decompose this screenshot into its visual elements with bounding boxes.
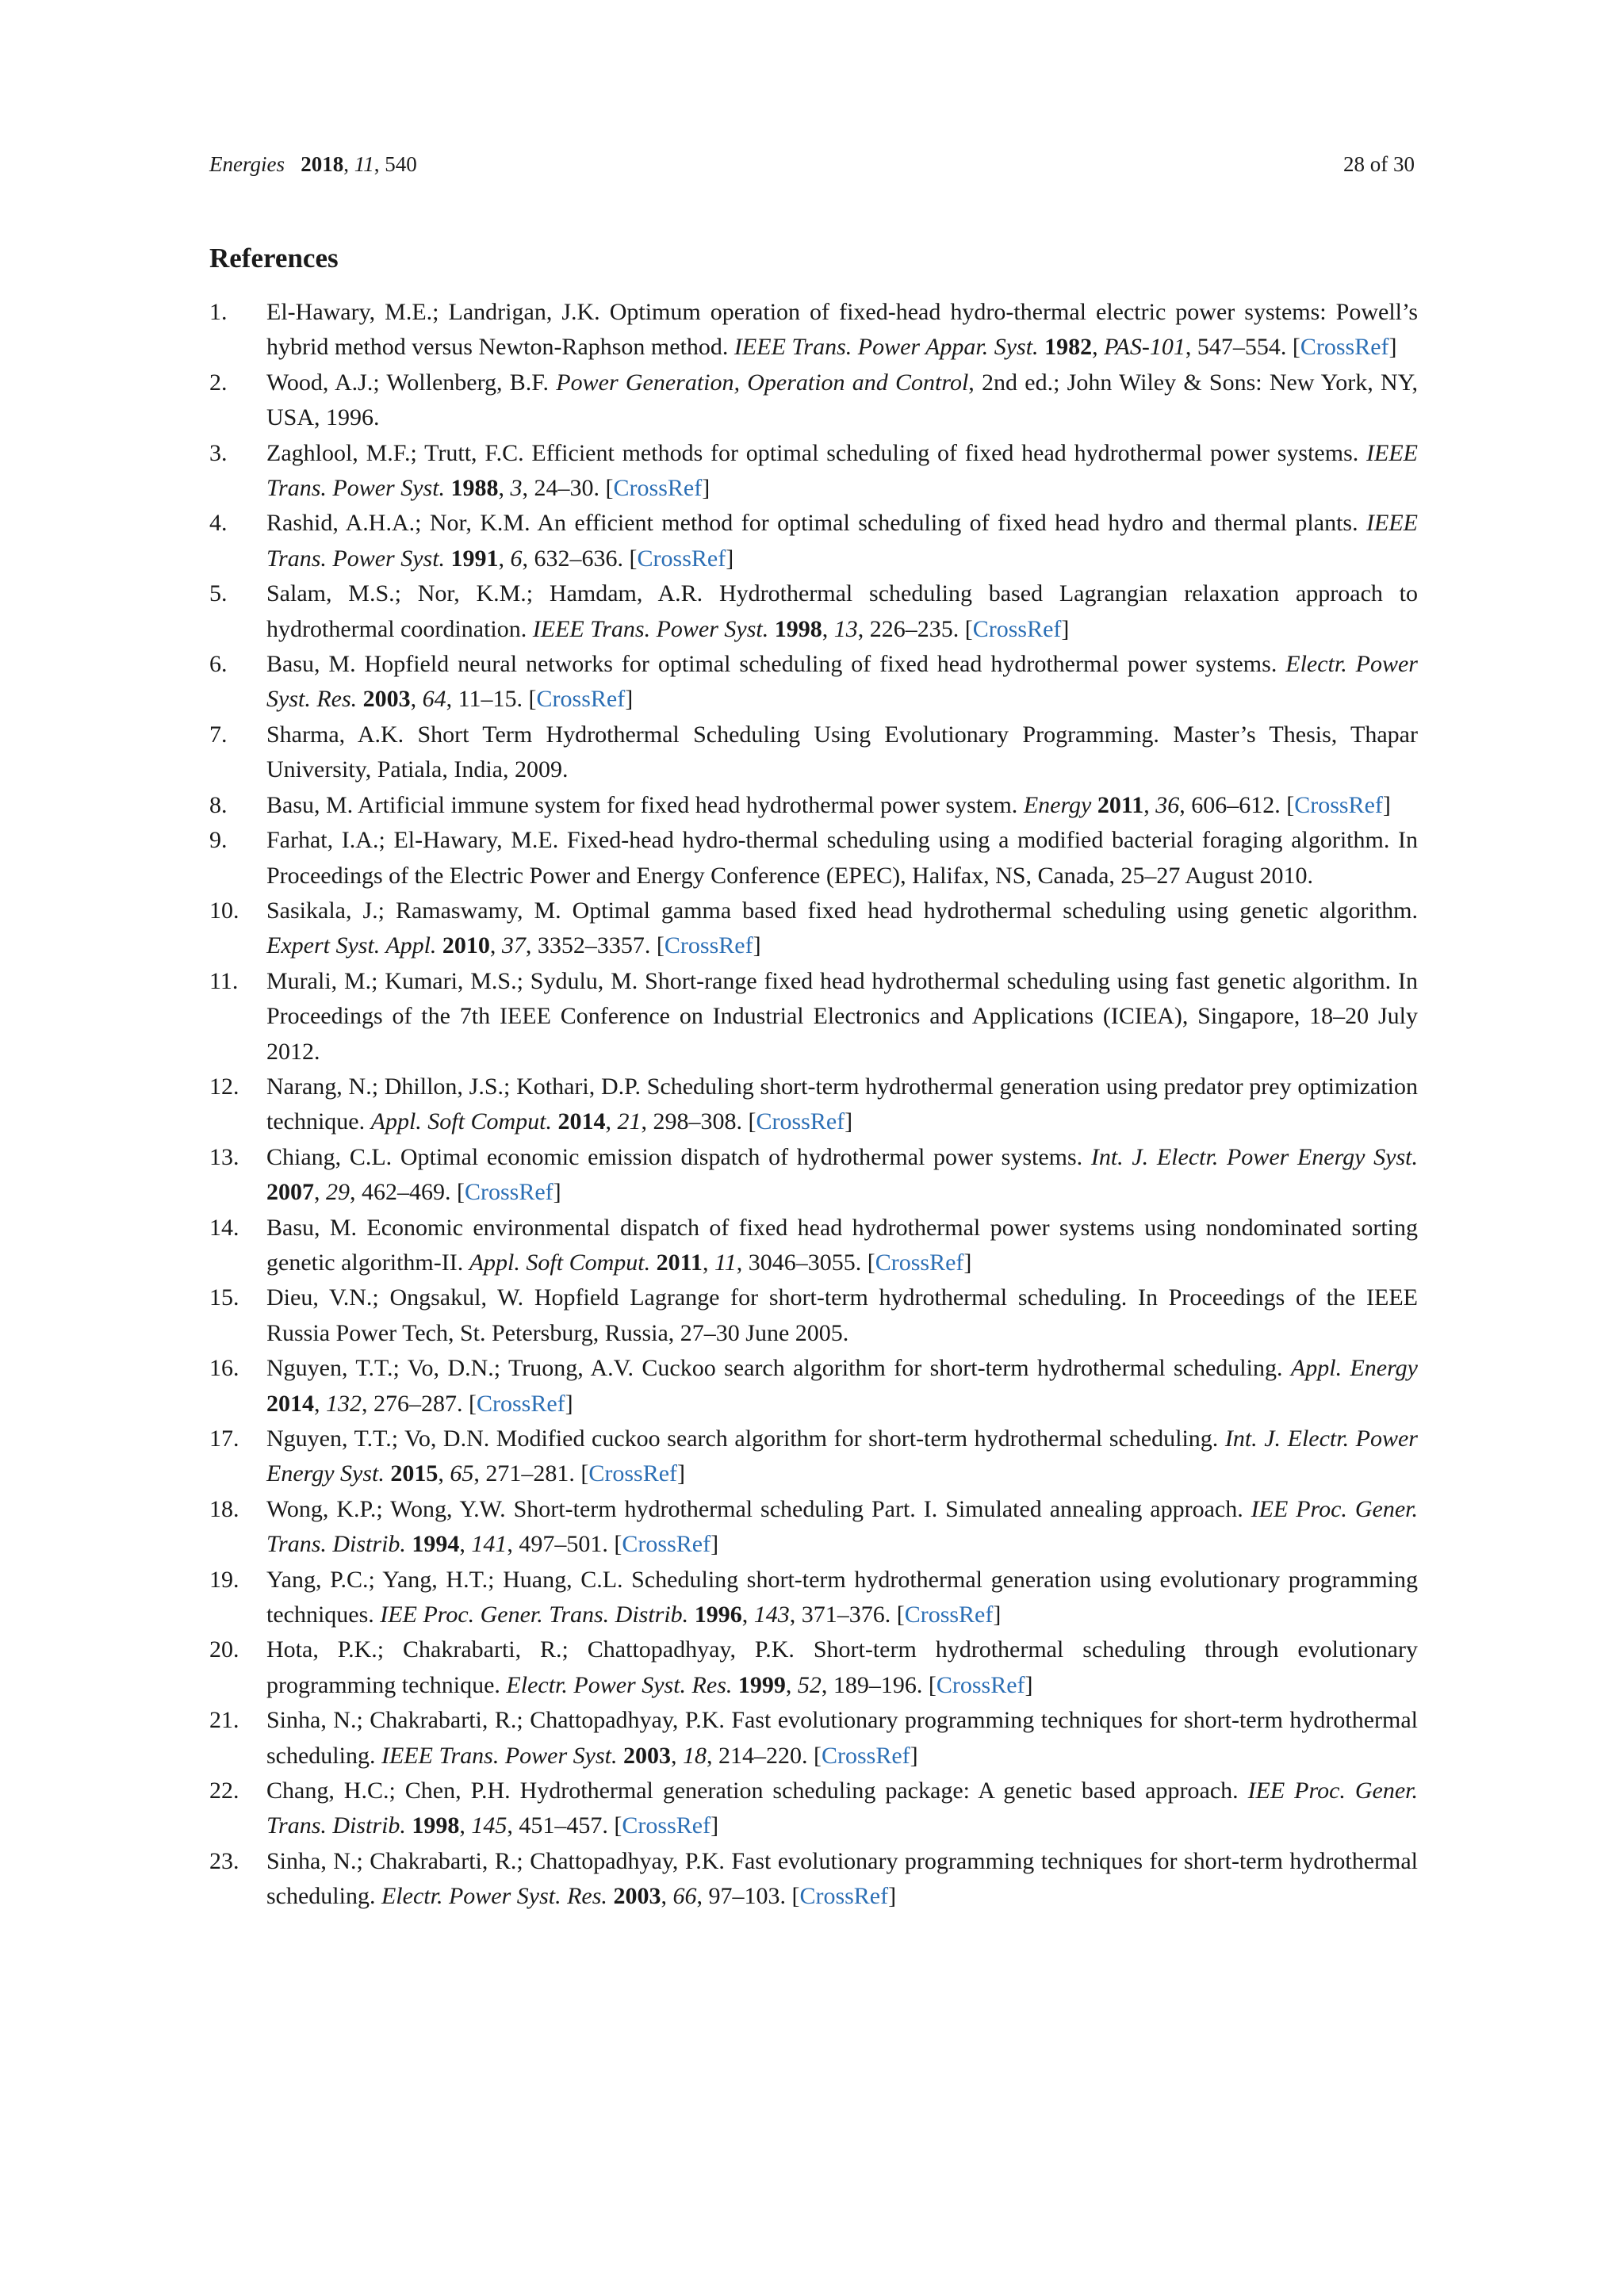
reference-text: 2011 — [1097, 791, 1144, 818]
reference-text: Basu, M. Economic environmental dispatch of fixed head hydrothermal power systems using nondominated sorting genetic algorithm-II. — [266, 1214, 1418, 1276]
reference-text: , — [459, 1812, 472, 1839]
reference-text: , 547–554. [ — [1185, 334, 1300, 361]
reference-text: ] — [702, 475, 710, 502]
reference-text: 13 — [833, 615, 858, 642]
journal-volume: 11 — [354, 152, 374, 176]
reference-text: 52 — [797, 1671, 822, 1698]
reference-text: IEE Proc. Gener. Trans. Distrib. — [266, 1777, 1418, 1839]
page-number: 28 of 30 — [1343, 152, 1415, 176]
reference-text: ] — [565, 1390, 573, 1417]
reference-text: , 462–469. [ — [350, 1179, 465, 1206]
crossref-link[interactable]: CrossRef — [821, 1742, 910, 1769]
reference-number: 5. — [209, 580, 228, 607]
reference-text: Nguyen, T.T.; Vo, D.N.; Truong, A.V. Cuckoo search algorithm for short-term hydrothermal scheduling. — [266, 1355, 1291, 1382]
reference-text: El-Hawary, M.E.; Landrigan, J.K. Optimum operation of fixed-head hydro-thermal electric power systems: Powell’s hybrid method versus Newton-Raphson method. — [266, 299, 1418, 361]
crossref-link[interactable]: CrossRef — [622, 1531, 711, 1558]
reference-text: 141 — [471, 1531, 508, 1558]
reference-item — [209, 1140, 1418, 1211]
reference-text: , — [702, 1249, 714, 1276]
reference-number: 9. — [209, 827, 228, 854]
article-number: 540 — [385, 152, 417, 176]
reference-item — [209, 964, 1418, 1070]
reference-number: 7. — [209, 721, 228, 748]
reference-text — [1039, 334, 1045, 360]
reference-text: , — [785, 1671, 798, 1698]
reference-text: ] — [993, 1601, 1002, 1628]
references-heading: References — [209, 243, 339, 274]
reference-text: ] — [625, 686, 634, 713]
reference-text: , 24–30. [ — [522, 475, 614, 502]
reference-text: 2011 — [656, 1249, 703, 1276]
reference-text: Sinha, N.; Chakrabarti, R.; Chattopadhyay, P.K. Fast evolutionary programming techniques for short-term hydrothermal scheduling. — [266, 1847, 1418, 1910]
reference-text — [768, 616, 775, 642]
reference-text: ] — [1382, 791, 1391, 818]
reference-text: , — [741, 1601, 754, 1628]
crossref-link[interactable]: CrossRef — [756, 1108, 845, 1135]
reference-text: , — [498, 475, 511, 502]
reference-text: IEEE Trans. Power Appar. Syst. — [733, 334, 1039, 361]
reference-text: , — [410, 686, 423, 713]
reference-text: IEE Proc. Gener. Trans. Distrib. — [266, 1495, 1418, 1558]
reference-text — [436, 932, 442, 959]
journal-citation: Energies 2018, 11, 540 — [209, 152, 417, 176]
reference-text: , — [661, 1883, 673, 1910]
reference-text: 1998 — [774, 615, 822, 642]
reference-item — [209, 894, 1418, 964]
reference-number: 3. — [209, 439, 228, 466]
reference-text: , 3352–3357. [ — [525, 932, 665, 959]
reference-item — [209, 576, 1418, 647]
reference-item — [209, 1774, 1418, 1844]
reference-item — [209, 718, 1418, 788]
crossref-link[interactable]: CrossRef — [1300, 334, 1389, 361]
reference-number: 23. — [209, 1847, 239, 1874]
reference-text: ] — [1061, 615, 1070, 642]
reference-number: 10. — [209, 897, 239, 924]
reference-number: 8. — [209, 791, 228, 818]
reference-number: 20. — [209, 1636, 239, 1663]
crossref-link[interactable]: CrossRef — [936, 1671, 1025, 1698]
reference-number: 21. — [209, 1707, 239, 1734]
reference-text: ] — [710, 1812, 719, 1839]
crossref-link[interactable]: CrossRef — [588, 1460, 678, 1487]
crossref-link[interactable]: CrossRef — [613, 475, 703, 502]
reference-text: , 271–281. [ — [473, 1460, 589, 1487]
reference-text: Electr. Power Syst. Res. — [381, 1883, 607, 1910]
reference-list — [209, 295, 1418, 1915]
reference-text: , — [1092, 334, 1105, 361]
reference-text: 18 — [682, 1742, 707, 1769]
reference-text: , 3046–3055. [ — [736, 1249, 875, 1276]
reference-text: , — [459, 1531, 472, 1558]
reference-text: , — [438, 1460, 450, 1487]
reference-text: 2014 — [266, 1390, 314, 1417]
reference-number: 6. — [209, 651, 228, 678]
reference-text: 11 — [714, 1249, 737, 1276]
reference-item — [209, 1844, 1418, 1915]
crossref-link[interactable]: CrossRef — [904, 1601, 994, 1628]
reference-text: Chiang, C.L. Optimal economic emission dispatch of hydrothermal power systems. — [266, 1143, 1091, 1170]
reference-text: Wong, K.P.; Wong, Y.W. Short-term hydrothermal scheduling Part. I. Simulated annealing approach. — [266, 1495, 1251, 1522]
reference-text: , — [1143, 791, 1156, 818]
reference-number: 19. — [209, 1566, 239, 1593]
reference-item — [209, 1070, 1418, 1140]
reference-text: 66 — [672, 1883, 697, 1910]
reference-text: , — [605, 1108, 618, 1135]
reference-text: Narang, N.; Dhillon, J.S.; Kothari, D.P. Scheduling short-term hydrothermal generation using predator prey optimization technique. — [266, 1073, 1418, 1135]
reference-text: Sasikala, J.; Ramaswamy, M. Optimal gamma based fixed head hydrothermal scheduling using genetic algorithm. — [266, 897, 1418, 924]
reference-item — [209, 1492, 1418, 1563]
reference-text — [445, 475, 451, 501]
running-header — [209, 151, 1415, 178]
reference-number: 2. — [209, 369, 228, 396]
crossref-link[interactable]: CrossRef — [477, 1390, 565, 1417]
crossref-link[interactable]: CrossRef — [622, 1812, 711, 1839]
reference-number: 17. — [209, 1425, 239, 1452]
reference-text: Nguyen, T.T.; Vo, D.N. Modified cuckoo search algorithm for short-term hydrothermal scheduling. — [266, 1425, 1225, 1452]
reference-text: 143 — [753, 1601, 790, 1628]
reference-item — [209, 647, 1418, 718]
reference-item — [209, 295, 1418, 365]
reference-text: ] — [753, 932, 761, 959]
reference-text: Appl. Soft Comput. — [370, 1108, 552, 1135]
reference-text: Electr. Power Syst. Res. — [266, 651, 1418, 713]
reference-text: 132 — [326, 1390, 362, 1417]
reference-text: Basu, M. Hopfield neural networks for optimal scheduling of fixed head hydrothermal power systems. — [266, 651, 1286, 678]
reference-text: Hota, P.K.; Chakrabarti, R.; Chattopadhyay, P.K. Short-term hydrothermal scheduling through evolutionary programming technique. — [266, 1636, 1418, 1698]
reference-text: , 11–15. [ — [446, 686, 537, 713]
reference-text: Murali, M.; Kumari, M.S.; Sydulu, M. Short-range fixed head hydrothermal scheduling using fast genetic algorithm. In Proceedings of the 7th IEEE Conference on Industrial Electronics and Applications (ICIEA), Singapore, 18–20 July 2012. — [266, 967, 1418, 1065]
reference-item — [209, 1563, 1418, 1633]
reference-text: Salam, M.S.; Nor, K.M.; Hamdam, A.R. Hydrothermal scheduling based Lagrangian relaxation approach to hydrothermal coordination. — [266, 580, 1418, 642]
reference-item — [209, 436, 1418, 507]
reference-text: IEEE Trans. Power Syst. — [266, 439, 1418, 502]
reference-number: 14. — [209, 1214, 239, 1241]
reference-text: Dieu, V.N.; Ongsakul, W. Hopfield Lagrange for short-term hydrothermal scheduling. In Proceedings of the IEEE Russia Power Tech, St. Petersburg, Russia, 27–30 June 2005. — [266, 1284, 1418, 1346]
reference-text: 29 — [326, 1179, 350, 1206]
reference-text: 1982 — [1044, 334, 1093, 361]
reference-text: , 606–612. [ — [1179, 791, 1295, 818]
crossref-link[interactable]: CrossRef — [1294, 791, 1383, 818]
crossref-link[interactable]: CrossRef — [637, 545, 726, 572]
reference-text: ] — [963, 1249, 972, 1276]
reference-text: IEEE Trans. Power Syst. — [266, 510, 1418, 572]
reference-text: Energy — [1023, 791, 1092, 818]
crossref-link[interactable]: CrossRef — [664, 932, 753, 959]
reference-text: , 497–501. [ — [507, 1531, 622, 1558]
reference-number: 1. — [209, 299, 228, 325]
reference-text: 37 — [501, 932, 526, 959]
reference-text: Wood, A.J.; Wollenberg, B.F. — [266, 369, 557, 396]
reference-text: ] — [888, 1883, 897, 1910]
reference-text: , — [498, 545, 511, 572]
reference-text: 1996 — [694, 1601, 742, 1628]
reference-text: , 2nd ed.; John Wiley & Sons: New York, NY, USA, 1996. — [266, 369, 1418, 431]
reference-text: , 97–103. [ — [696, 1883, 800, 1910]
reference-item — [209, 1280, 1418, 1351]
reference-text — [357, 686, 363, 712]
reference-text: 145 — [471, 1812, 508, 1839]
reference-text: 6 — [510, 545, 523, 572]
reference-text: Sinha, N.; Chakrabarti, R.; Chattopadhyay, P.K. Fast evolutionary programming techniques for short-term hydrothermal scheduling. — [266, 1707, 1418, 1769]
reference-text: , 298–308. [ — [641, 1108, 756, 1135]
reference-text: Expert Syst. Appl. — [266, 932, 437, 959]
reference-text: , 276–287. [ — [362, 1390, 477, 1417]
reference-text: 3 — [510, 475, 523, 502]
reference-text: , — [314, 1390, 326, 1417]
reference-text: , 226–235. [ — [857, 615, 973, 642]
reference-number: 22. — [209, 1777, 239, 1804]
reference-item — [209, 365, 1418, 436]
reference-text: Appl. Soft Comput. — [469, 1249, 651, 1276]
reference-text: Basu, M. Artificial immune system for fixed head hydrothermal power system. — [266, 791, 1024, 818]
reference-text: PAS-101 — [1104, 334, 1185, 361]
reference-text: Appl. Energy — [1290, 1355, 1418, 1382]
reference-text: Int. J. Electr. Power Energy Syst. — [1090, 1143, 1418, 1170]
reference-item — [209, 1703, 1418, 1774]
reference-text: Int. J. Electr. Power Energy Syst. — [266, 1425, 1418, 1487]
reference-text: 1988 — [450, 475, 499, 502]
reference-text: Zaghlool, M.F.; Trutt, F.C. Efficient methods for optimal scheduling of fixed head hydrothermal power systems. — [266, 439, 1367, 466]
reference-text: 21 — [617, 1108, 642, 1135]
reference-text: 1994 — [412, 1531, 460, 1558]
reference-text: IEEE Trans. Power Syst. — [381, 1742, 618, 1769]
crossref-link[interactable]: CrossRef — [875, 1249, 964, 1276]
reference-text: , 214–220. [ — [706, 1742, 822, 1769]
reference-text: Rashid, A.H.A.; Nor, K.M. An efficient method for optimal scheduling of fixed head hydro and thermal plants. — [266, 510, 1367, 537]
journal-name: Energies — [209, 152, 285, 176]
reference-text: ] — [677, 1460, 686, 1487]
reference-text: , 371–376. [ — [789, 1601, 905, 1628]
reference-text: 65 — [450, 1460, 474, 1487]
reference-item — [209, 1211, 1418, 1281]
reference-text: , 451–457. [ — [507, 1812, 622, 1839]
reference-text — [688, 1601, 695, 1628]
reference-text: ] — [910, 1742, 918, 1769]
reference-text: 2014 — [557, 1108, 606, 1135]
reference-item — [209, 1422, 1418, 1492]
reference-text: Yang, P.C.; Yang, H.T.; Huang, C.L. Scheduling short-term hydrothermal generation using evolutionary programming techniques. — [266, 1566, 1418, 1628]
journal-year: 2018 — [301, 152, 344, 176]
reference-text: Farhat, I.A.; El-Hawary, M.E. Fixed-head hydro-thermal scheduling using a modified bacterial foraging algorithm. In Proceedings of the Electric Power and Energy Conference (EPEC), Halifax, NS, Canada, 25–27 August 2010. — [266, 827, 1418, 889]
reference-item — [209, 788, 1418, 823]
reference-text: IEEE Trans. Power Syst. — [532, 615, 769, 642]
reference-number: 16. — [209, 1355, 239, 1382]
reference-text: ] — [1388, 334, 1397, 361]
reference-text: 2010 — [442, 932, 490, 959]
reference-text: IEE Proc. Gener. Trans. Distrib. — [380, 1601, 689, 1628]
reference-text: 36 — [1155, 791, 1180, 818]
reference-text: ] — [1025, 1671, 1033, 1698]
crossref-link[interactable]: CrossRef — [465, 1179, 553, 1206]
reference-text — [650, 1249, 657, 1276]
reference-number: 13. — [209, 1143, 239, 1170]
reference-text: , — [822, 615, 834, 642]
reference-text: Electr. Power Syst. Res. — [506, 1671, 733, 1698]
crossref-link[interactable]: CrossRef — [799, 1883, 889, 1910]
reference-text — [732, 1672, 738, 1698]
reference-item — [209, 823, 1418, 894]
reference-text: , — [670, 1742, 683, 1769]
reference-text: 1991 — [450, 545, 499, 572]
reference-item — [209, 1632, 1418, 1703]
reference-text: ] — [710, 1531, 719, 1558]
reference-number: 4. — [209, 510, 228, 537]
reference-text: ] — [845, 1108, 853, 1135]
reference-text: 2003 — [622, 1742, 671, 1769]
reference-text: 2007 — [266, 1179, 314, 1206]
reference-text: ] — [553, 1179, 561, 1206]
reference-item — [209, 1351, 1418, 1422]
reference-text: 1999 — [737, 1671, 786, 1698]
reference-text: , — [489, 932, 502, 959]
reference-text: , 189–196. [ — [821, 1671, 936, 1698]
reference-text: 2003 — [613, 1883, 661, 1910]
reference-text: ] — [726, 545, 734, 572]
reference-text: 64 — [422, 686, 446, 713]
reference-text: 2015 — [390, 1460, 439, 1487]
crossref-link[interactable]: CrossRef — [972, 615, 1062, 642]
reference-text: , — [314, 1179, 326, 1206]
reference-text: Sharma, A.K. Short Term Hydrothermal Scheduling Using Evolutionary Programming. Master’s Thesis, Thapar University, Patiala, India, 2009. — [266, 721, 1418, 783]
reference-text: Chang, H.C.; Chen, P.H. Hydrothermal generation scheduling package: A genetic based approach. — [266, 1777, 1248, 1804]
reference-text — [617, 1743, 623, 1769]
reference-text: 2003 — [362, 686, 411, 713]
reference-text: , 632–636. [ — [522, 545, 638, 572]
reference-text: 1998 — [412, 1812, 460, 1839]
reference-number: 18. — [209, 1495, 239, 1522]
reference-number: 11. — [209, 967, 239, 994]
reference-text — [445, 545, 451, 572]
crossref-link[interactable]: CrossRef — [536, 686, 626, 713]
reference-number: 12. — [209, 1073, 239, 1100]
reference-item — [209, 506, 1418, 576]
reference-number: 15. — [209, 1284, 239, 1311]
reference-text: Power Generation, Operation and Control — [556, 369, 969, 396]
reference-text — [1091, 792, 1097, 818]
